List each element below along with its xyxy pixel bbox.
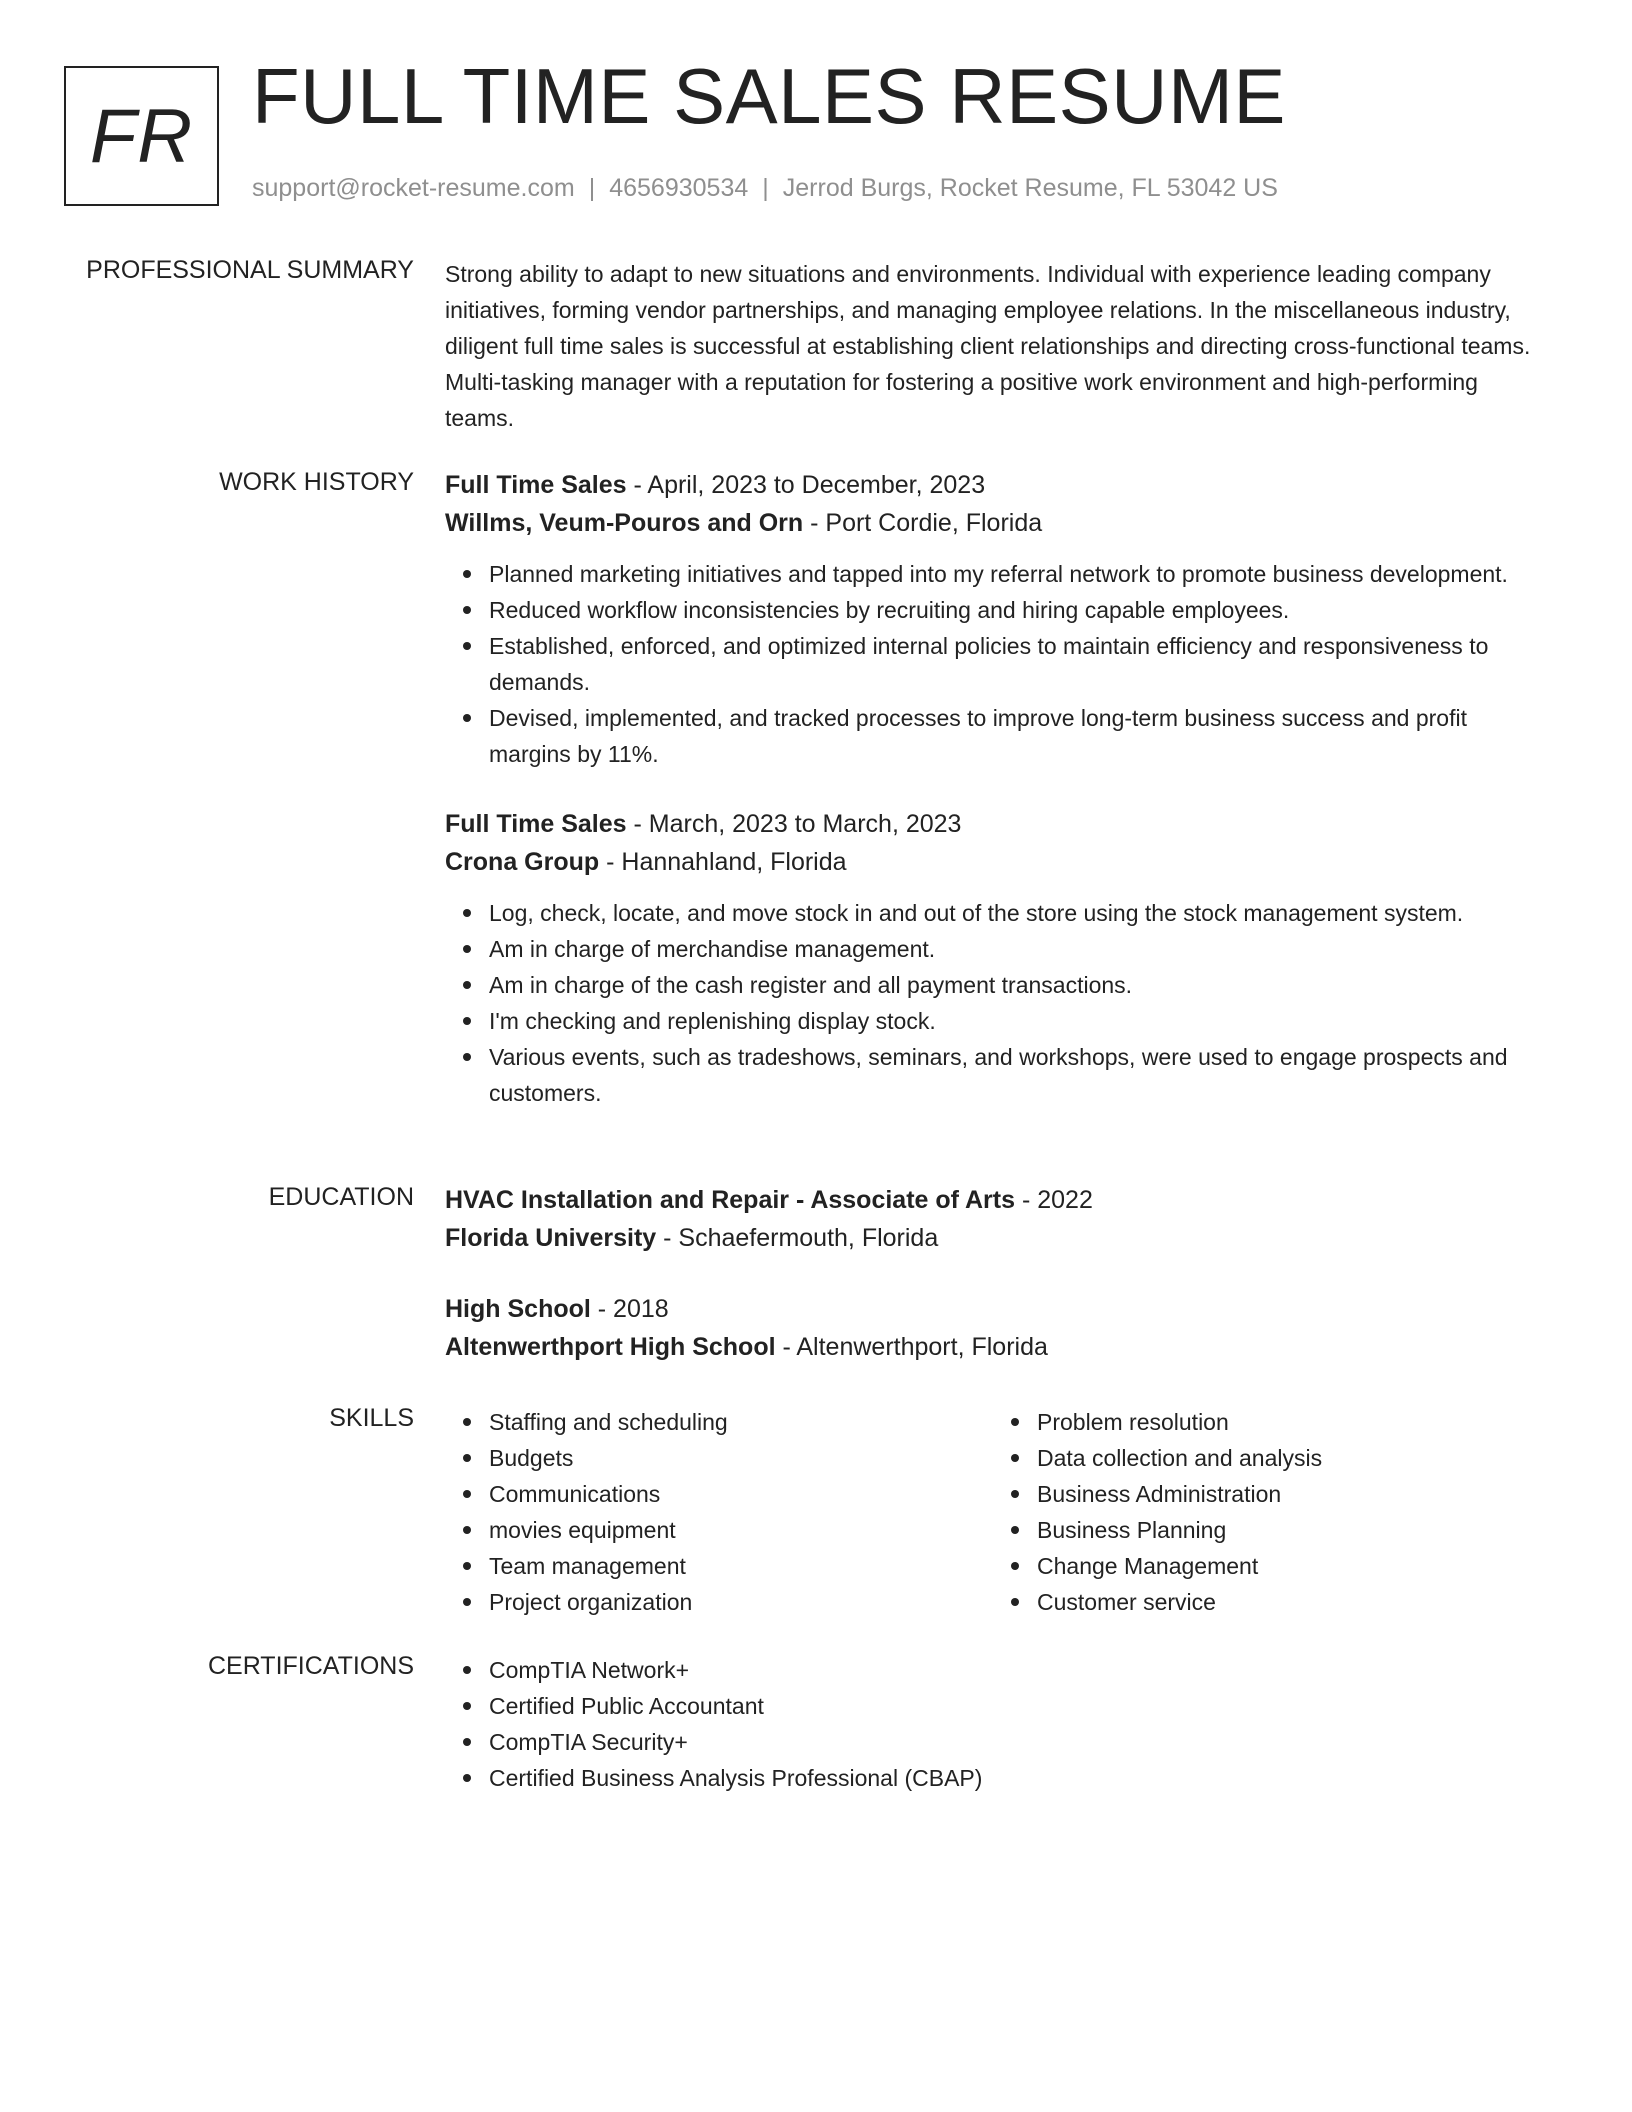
job-location: - Port Cordie, Florida [803, 509, 1043, 537]
list-item: Log, check, locate, and move stock in and out of the store using the stock management system. [489, 895, 1545, 931]
job-entry [445, 466, 1545, 772]
list-item: I'm checking and replenishing display stock. [489, 1003, 1545, 1039]
education-entry [445, 1290, 1545, 1366]
list-item: movies equipment [489, 1512, 993, 1548]
skills-list-left [445, 1404, 993, 1620]
list-item: Certified Business Analysis Professional (CBAP) [489, 1760, 1545, 1796]
resume-title: FULL TIME SALES RESUME [252, 52, 1286, 140]
contact-separator: | [588, 174, 596, 202]
section-label-summary: PROFESSIONAL SUMMARY [86, 256, 414, 284]
skills-body [445, 1404, 1545, 1620]
summary-text: Strong ability to adapt to new situations and environments. Individual with experience leading company initiatives, forming vendor partnerships, and managing employee relations. In the miscellaneous industry, diligent full time sales is successful at establishing client relationships and directing cross-functional teams. Multi-tasking manager with a reputation for fostering a positive work environment and high-performing teams. [445, 261, 1531, 431]
list-item: Project organization [489, 1584, 993, 1620]
list-item: Various events, such as tradeshows, seminars, and workshops, were used to engage prospects and customers. [489, 1039, 1545, 1111]
job-bullet-list [445, 895, 1545, 1111]
list-item: Am in charge of the cash register and all payment transactions. [489, 967, 1545, 1003]
list-item: CompTIA Security+ [489, 1724, 1545, 1760]
school-name: Altenwerthport High School [445, 1333, 776, 1361]
school-location: - Altenwerthport, Florida [775, 1333, 1048, 1361]
list-item: Data collection and analysis [1037, 1440, 1541, 1476]
job-company: Crona Group [445, 848, 600, 876]
job-title: Full Time Sales [445, 810, 627, 838]
degree-name: High School [445, 1295, 591, 1323]
contact-separator: | [762, 174, 769, 202]
work-history-body [445, 466, 1545, 1111]
list-item: Team management [489, 1548, 993, 1584]
section-label-education: EDUCATION [268, 1183, 414, 1211]
list-item: Certified Public Accountant [489, 1688, 1545, 1724]
degree-year: - 2018 [590, 1295, 669, 1323]
certifications-list [445, 1652, 1545, 1796]
job-company: Willms, Veum-Pouros and Orn [445, 509, 804, 537]
list-item: Am in charge of merchandise management. [489, 931, 1545, 967]
school-name: Florida University [445, 1224, 657, 1252]
degree-name: HVAC Installation and Repair - Associate of Arts [445, 1186, 1016, 1214]
monogram-badge: FR [64, 66, 219, 206]
degree-year: - 2022 [1015, 1186, 1093, 1214]
job-title-line [445, 805, 1545, 843]
list-item: Established, enforced, and optimized internal policies to maintain efficiency and responsiveness to demands. [489, 628, 1545, 700]
school-location: - Schaefermouth, Florida [656, 1224, 939, 1252]
contact-address: Jerrod Burgs, Rocket Resume, FL 53042 US [782, 174, 1278, 202]
job-company-line [445, 504, 1545, 542]
job-bullet-list [445, 556, 1545, 772]
school-line [445, 1328, 1545, 1366]
job-dates: - April, 2023 to December, 2023 [626, 471, 986, 499]
list-item: Problem resolution [1037, 1404, 1541, 1440]
list-item: CompTIA Network+ [489, 1652, 1545, 1688]
job-location: - Hannahland, Florida [599, 848, 847, 876]
job-company-line [445, 843, 1545, 881]
list-item: Reduced workflow inconsistencies by recruiting and hiring capable employees. [489, 592, 1545, 628]
contact-line [252, 174, 1278, 203]
list-item: Change Management [1037, 1548, 1541, 1584]
section-label-skills: SKILLS [329, 1404, 414, 1432]
section-label-work-history: WORK HISTORY [219, 468, 414, 496]
education-body [445, 1181, 1545, 1366]
certifications-body [445, 1652, 1545, 1796]
contact-email[interactable]: support@rocket-resume.com [252, 174, 575, 202]
list-item: Budgets [489, 1440, 993, 1476]
skills-list-right [993, 1404, 1541, 1620]
degree-line [445, 1181, 1545, 1219]
section-label-certifications: CERTIFICATIONS [207, 1652, 414, 1680]
degree-line [445, 1290, 1545, 1328]
job-entry [445, 805, 1545, 1111]
skills-columns [445, 1404, 1545, 1620]
job-title: Full Time Sales [445, 471, 627, 499]
list-item: Communications [489, 1476, 993, 1512]
contact-phone[interactable]: 4656930534 [609, 174, 749, 202]
school-line [445, 1219, 1545, 1257]
education-entry [445, 1181, 1545, 1257]
list-item: Business Planning [1037, 1512, 1541, 1548]
summary-body [445, 256, 1545, 436]
job-dates: - March, 2023 to March, 2023 [626, 810, 962, 838]
job-title-line [445, 466, 1545, 504]
list-item: Devised, implemented, and tracked processes to improve long-term business success and profit margins by 11%. [489, 700, 1545, 772]
list-item: Customer service [1037, 1584, 1541, 1620]
list-item: Planned marketing initiatives and tapped into my referral network to promote business development. [489, 556, 1545, 592]
list-item: Business Administration [1037, 1476, 1541, 1512]
list-item: Staffing and scheduling [489, 1404, 993, 1440]
